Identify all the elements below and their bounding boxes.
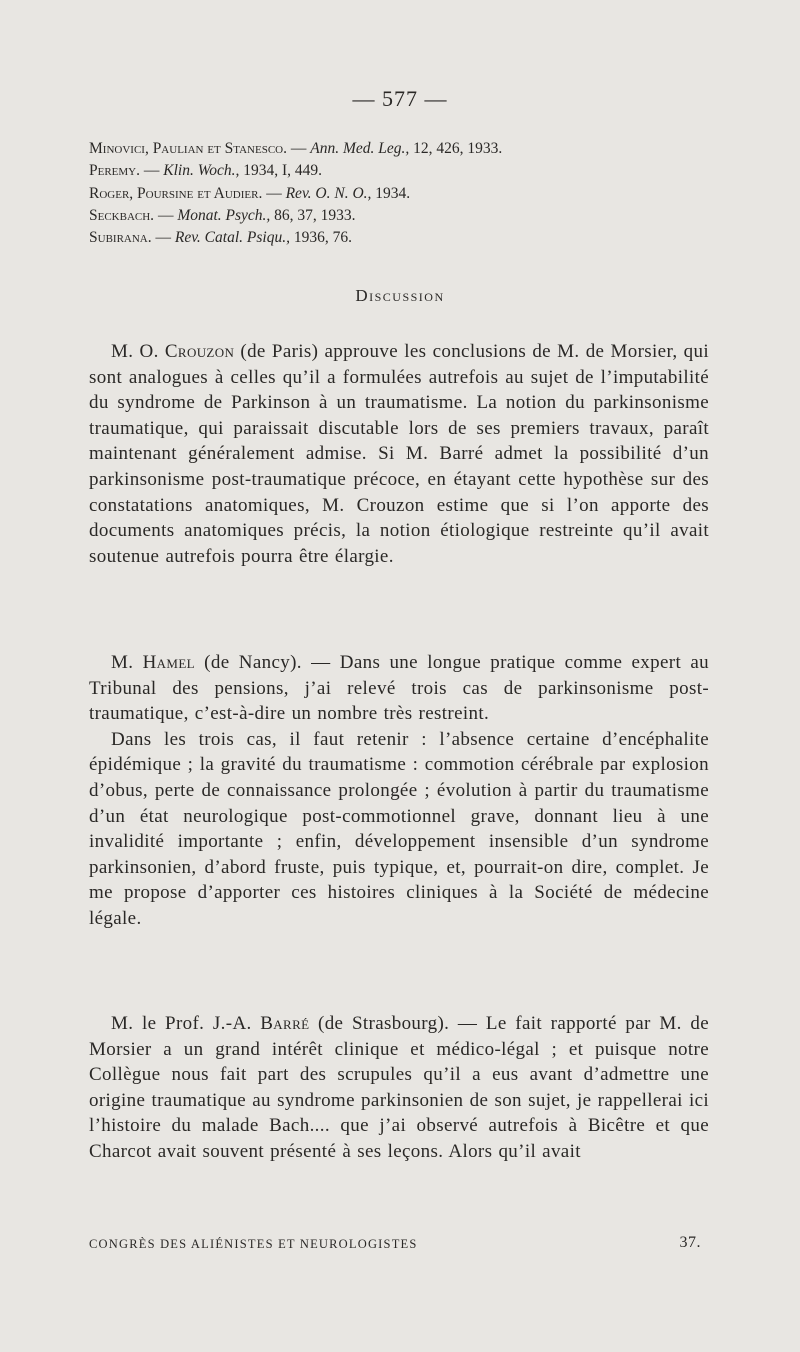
reference-journal: Ann. Med. Leg., bbox=[310, 140, 410, 157]
speaker-prefix: M. O. bbox=[111, 341, 165, 362]
page-number: — 577 — bbox=[352, 86, 448, 111]
page-footer bbox=[89, 1234, 709, 1252]
reference-authors: Subirana. bbox=[89, 229, 152, 247]
reference-item bbox=[89, 205, 709, 227]
reference-details: 1936, 76. bbox=[289, 229, 352, 247]
paragraph-text bbox=[89, 650, 709, 727]
speaker-name: Barré bbox=[260, 1013, 310, 1034]
reference-dash: — bbox=[287, 140, 311, 157]
paragraph-body: (de Paris) approuve les conclusions de M. de Morsier, qui sont analogues à celles qu’il a formulées autrefois au sujet de l’imputabilité du syndrome de Parkinson à un traumatisme. La notion du parkinsonisme traumatique, qui paraissait discutable lors de ses premiers travaux, paraît maintenant généralement admise. Si M. Barré admet la possibilité d’un parkinsonisme post-traumatique précoce, en étayant cette hypothèse sur des constatations anatomiques, M. Crouzon estime que si l’on apporte des documents anatomiques précis, la notion étiologique restreinte qu’il avait soutenue autrefois pourra être élargie. bbox=[89, 341, 709, 567]
speaker-name: Hamel bbox=[142, 652, 195, 673]
speaker-name: Crouzon bbox=[164, 341, 235, 362]
reference-item bbox=[89, 138, 709, 160]
section-heading: Discussion bbox=[355, 286, 445, 305]
reference-item bbox=[89, 160, 709, 182]
reference-authors: Peremy. bbox=[89, 162, 140, 180]
reference-authors: Minovici, Paulian et Stanesco. bbox=[89, 140, 287, 157]
reference-journal: Rev. O. N. O., bbox=[285, 184, 372, 202]
reference-dash: — bbox=[151, 229, 175, 247]
reference-dash: — bbox=[154, 206, 178, 224]
speaker-prefix: M. bbox=[111, 652, 143, 673]
reference-details: 86, 37, 1933. bbox=[270, 206, 356, 224]
reference-details: 1934, I, 449. bbox=[239, 162, 322, 180]
paragraph-text bbox=[89, 339, 709, 569]
paragraph-body: (de Nancy). — Dans une longue pratique comme expert au Tribunal des pensions, j’ai relevé trois cas de parkinsonisme post-traumatique, c’est-à-dire un nombre très restreint. bbox=[89, 652, 709, 725]
reference-journal: Klin. Woch., bbox=[163, 162, 240, 180]
paragraph-text bbox=[89, 1011, 709, 1165]
discussion-paragraph-crouzon bbox=[89, 339, 709, 569]
reference-authors: Roger, Poursine et Audier. bbox=[89, 184, 263, 202]
speaker-prefix: M. le Prof. J.-A. bbox=[111, 1013, 261, 1034]
reference-item bbox=[89, 227, 709, 249]
paragraph-text: Dans les trois cas, il faut retenir : l’absence certaine d’encéphalite épidémique ; la gravité du traumatisme : commotion cérébrale par explosion d’obus, perte de connaissance prolongée ; évolution à partir du traumatisme d’un état neurologique post-commotionnel grave, donnant lieu à une invalidité importante ; enfin, développement insensible d’un syndrome parkinsonien, d’abord fruste, puis typique, et, pourrait-on dire, complet. Je me propose d’apporter ces histoires cliniques à la Société de médecine légale. bbox=[89, 728, 709, 929]
reference-details: 1934. bbox=[371, 184, 411, 202]
paragraph-body: (de Strasbourg). — Le fait rapporté par M. de Morsier a un grand intérêt clinique et médico-légal ; et puisque notre Collègue nous fait part des scrupules qu’il a eus avant d’admettre une origine traumatique au syndrome parkinsonien de son sujet, je rappellerai ici l’histoire du malade Bach.... que j’ai observé autrefois à Bicêtre et que Charcot avait souvent présenté à ses leçons. Alors qu’il avait bbox=[89, 1013, 709, 1162]
reference-journal: Rev. Catal. Psiqu., bbox=[174, 229, 290, 247]
reference-authors: Seckbach. bbox=[89, 206, 155, 224]
reference-details: 12, 426, 1933. bbox=[409, 140, 503, 157]
footer-signature: CONGRÈS DES ALIÉNISTES ET NEUROLOGISTES bbox=[89, 1237, 418, 1251]
reference-dash: — bbox=[262, 184, 286, 202]
reference-dash: — bbox=[140, 162, 164, 180]
reference-journal: Monat. Psych., bbox=[177, 206, 271, 224]
reference-item bbox=[89, 183, 709, 205]
discussion-paragraph-barre bbox=[89, 1011, 709, 1165]
footer-sheet-number: 37. bbox=[679, 1234, 701, 1251]
discussion-paragraph-hamel bbox=[89, 650, 709, 932]
reference-list bbox=[89, 138, 709, 249]
